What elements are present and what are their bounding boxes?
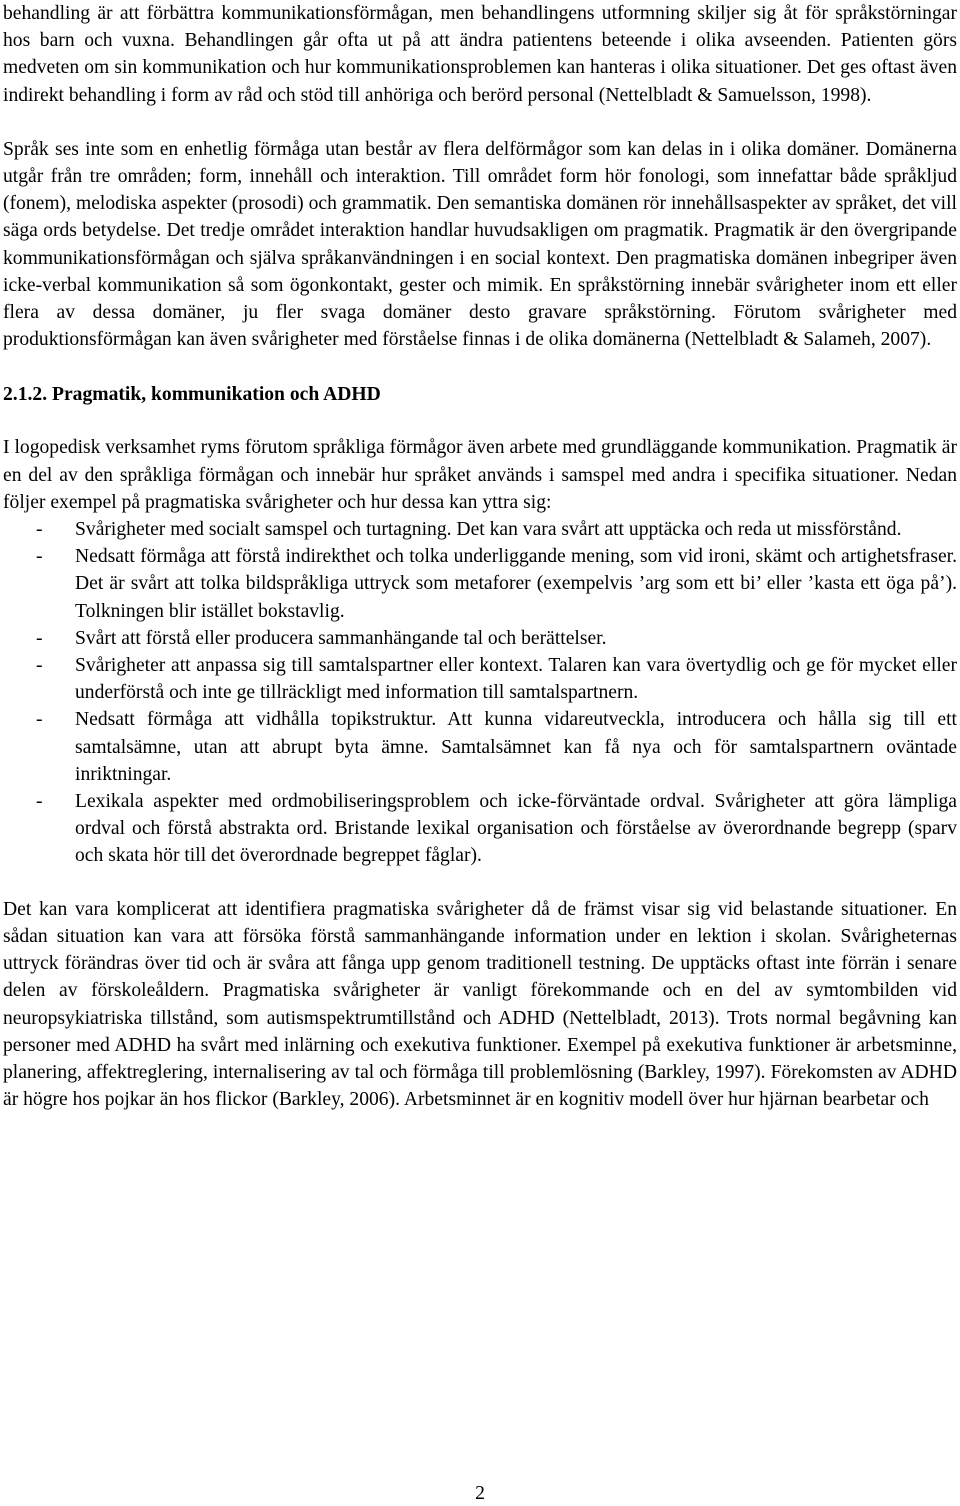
section-heading: 2.1.2. Pragmatik, kommunikation och ADHD: [3, 384, 381, 406]
list-item: [3, 543, 957, 625]
list-item-text: Nedsatt förmåga att förstå indirekthet och tolka underliggande mening, som vid ironi, skämt och artighetsfraser. Det är svårt att tolka bildspråkliga uttryck som metaforer (exempelvis ’arg som ett bi’ eller ’kasta ett öga på’). Tolkningen blir istället bokstavlig.: [75, 546, 957, 622]
list-item-text: Lexikala aspekter med ordmobiliseringsproblem och icke-förväntade ordval. Svårigheter att göra lämpliga ordval och förstå abstrakta ord. Bristande lexikal organisation och förståelse av överordnande begrepp (sparv och skata hör till det överordnade begreppet fåglar).: [75, 791, 957, 867]
list-dash: -: [36, 709, 43, 731]
list-dash: -: [36, 627, 43, 649]
page-number: 2: [475, 1483, 485, 1504]
list-dash: -: [36, 655, 43, 677]
list-item-text: Nedsatt förmåga att vidhålla topikstruktur. Att kunna vidareutveckla, introducera och hålla sig till ett samtalsämne, utan att abrupt byta ämne. Samtalsämnet kan få nya och för samtalspartnern oväntade inriktningar.: [75, 709, 957, 785]
paragraph-adhd: Det kan vara komplicerat att identifiera pragmatiska svårigheter då de främst visar sig vid belastande situationer. En sådan situation kan vara att försöka förstå sammanhängande information under en lektion i skolan. Svårigheternas uttryck förändras över tid och är svåra att fånga upp genom traditionell testning. De upptäcks oftast inte förrän i senare delen av förskoleåldern. Pragmatiska svårigheter är vanligt förekommande och en del av symtombilden vid neuropsykiatriska tillstånd, som autismspektrumtillstånd och ADHD (Nettelbladt, 2013). Trots normal begåvning kan personer med ADHD ha svårt med inlärning och exekutiva funktioner. Exempel på exekutiva funktioner är arbetsminne, planering, affektreglering, internalisering av tal och förmåga till problemlösning (Barkley, 1997). Förekomsten av ADHD är högre hos pojkar än hos flickor (Barkley, 2006). Arbetsminnet är en kognitiv modell över hur hjärnan bearbetar och: [3, 898, 957, 1111]
list-item-text: Svårt att förstå eller producera sammanhängande tal och berättelser.: [75, 627, 607, 649]
paragraph-pragmatik-intro: I logopedisk verksamhet ryms förutom språkliga förmågor även arbete med grundläggande kommunikation. Pragmatik är en del av den språkliga förmågan och innebär hur språket används i samspel med andra i specifika situationer. Nedan följer exempel på pragmatiska svårigheter och hur dessa kan yttra sig:: [3, 437, 957, 513]
list-item-text: Svårigheter med socialt samspel och turtagning. Det kan vara svårt att upptäcka och reda ut missförstånd.: [75, 519, 902, 541]
document-page: [3, 0, 957, 1113]
list-item: [3, 516, 957, 543]
list-dash: -: [36, 519, 43, 541]
list-item: [3, 706, 957, 788]
list-item: [3, 652, 957, 706]
list-item: [3, 625, 957, 652]
paragraph-behandling: behandling är att förbättra kommunikationsförmågan, men behandlingens utformning skiljer sig åt för språkstörningar hos barn och vuxna. Behandlingen går ofta ut på att ändra patientens beteende i olika avseenden. Patienten görs medveten om sin kommunikation och hur kommunikationsproblemen kan hanteras i olika situationer. Det ges oftast även indirekt behandling i form av råd och stöd till anhöriga och berörd personal (Nettelbladt & Samuelsson, 1998).: [3, 3, 957, 106]
list-item-text: Svårigheter att anpassa sig till samtalspartner eller kontext. Talaren kan vara övertydlig och ge för mycket eller underförstå och inte ge tillräckligt med information till samtalspartnern.: [75, 655, 957, 704]
pragmatic-difficulties-list: [3, 516, 957, 870]
list-dash: -: [36, 791, 43, 813]
list-item: [3, 788, 957, 870]
paragraph-sprak-domaner: Språk ses inte som en enhetlig förmåga utan består av flera delförmågor som kan delas in i olika domäner. Domänerna utgår från tre områden; form, innehåll och interaktion. Till området form hör fonologi, som innefattar både språkljud (fonem), melodiska aspekter (prosodi) och grammatik. Den semantiska domänen rör innehållsaspekter av språket, det vill säga ords betydelse. Det tredje området interaktion handlar huvudsakligen om pragmatik. Pragmatik är den övergripande kommunikationsförmågan och själva språkanvändningen i en social kontext. Den pragmatiska domänen inbegriper även icke-verbal kommunikation så som ögonkontakt, gester och mimik. En språkstörning innebär svårigheter inom ett eller flera av dessa domäner, ju fler svaga domäner desto gravare språkstörning. Förutom svårigheter med produktionsförmågan kan även svårigheter med förståelse finnas i de olika domänerna (Nettelbladt & Salameh, 2007).: [3, 138, 957, 351]
list-dash: -: [36, 546, 43, 568]
